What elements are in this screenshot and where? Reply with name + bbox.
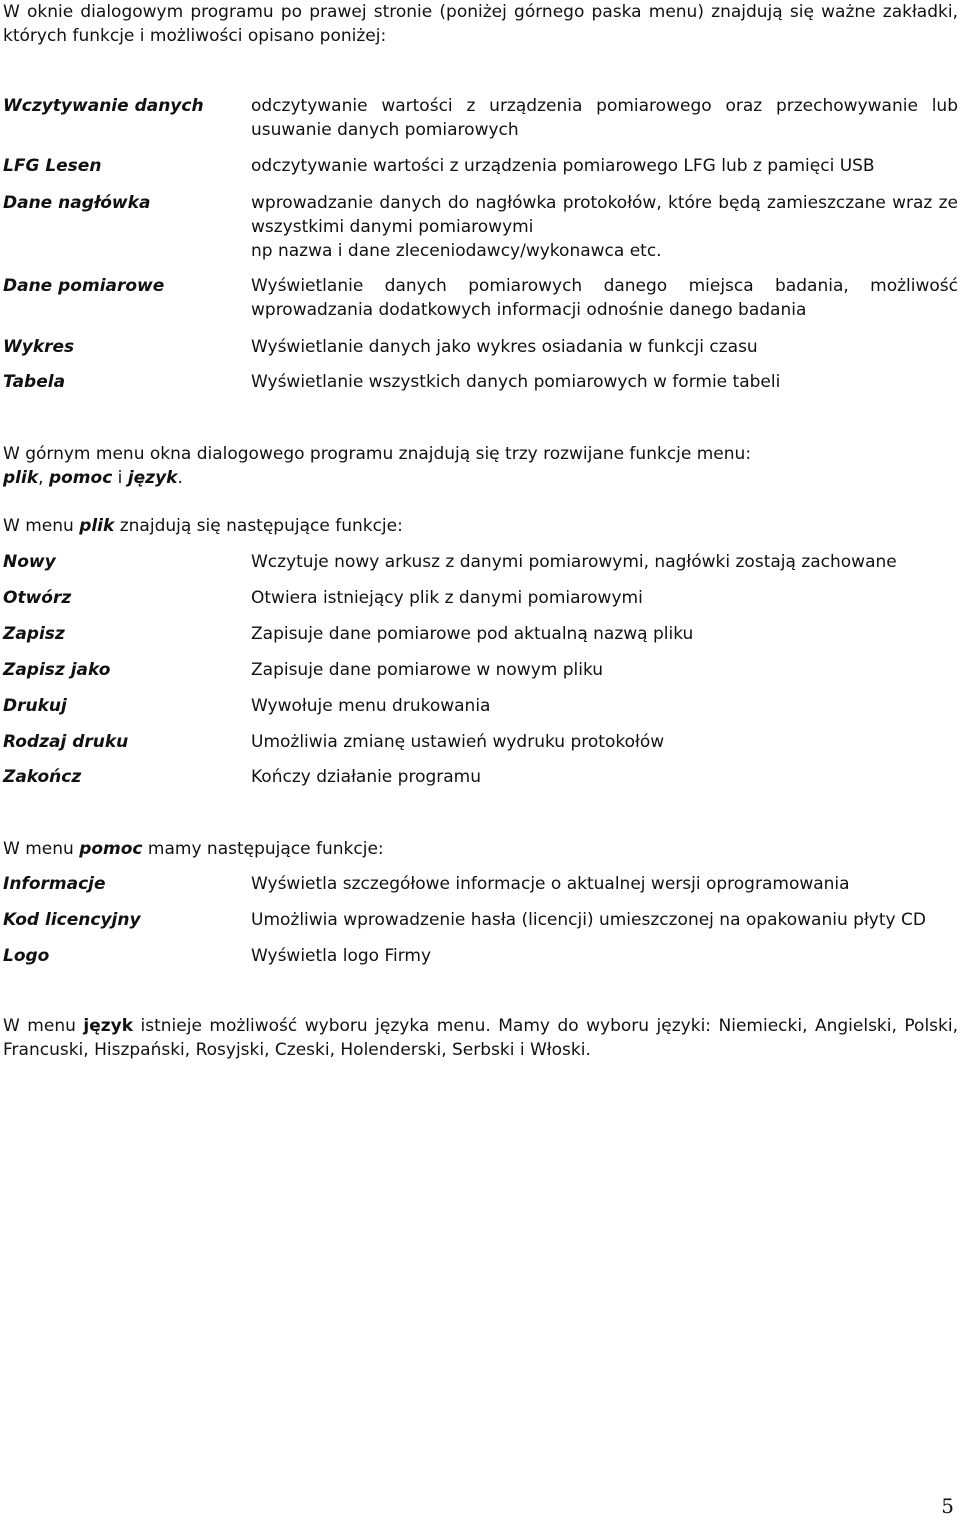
plik-function-term: Zakończ bbox=[3, 767, 82, 787]
tab-description: wprowadzanie danych do nagłówka protokołów, które będą zamieszczane wraz ze wszystkimi danymi pomiarowymi bbox=[251, 193, 958, 237]
pomoc-heading bbox=[3, 837, 958, 861]
pomoc-function-desc: Wyświetla logo Firmy bbox=[251, 946, 432, 966]
plik-function-term: Nowy bbox=[3, 552, 56, 572]
menu-intro-and: i bbox=[112, 468, 128, 488]
jezyk-name: język bbox=[83, 1016, 134, 1036]
tab-term: Dane nagłówka bbox=[3, 193, 151, 213]
plik-function-row bbox=[3, 622, 958, 646]
pomoc-function-desc: Umożliwia wprowadzenie hasła (licencji) umieszczonej na opakowaniu płyty CD bbox=[251, 910, 926, 930]
plik-function-row bbox=[3, 694, 958, 718]
plik-function-term: Otwórz bbox=[3, 588, 72, 608]
tab-term: Tabela bbox=[3, 372, 66, 392]
tab-row bbox=[3, 191, 958, 263]
plik-function-row bbox=[3, 586, 958, 610]
tab-row bbox=[3, 370, 958, 394]
plik-function-term: Drukuj bbox=[3, 696, 67, 716]
plik-heading bbox=[3, 514, 958, 538]
tab-description-group bbox=[251, 191, 958, 263]
pomoc-function-row bbox=[3, 872, 958, 896]
tab-description-example: np nazwa i dane zleceniodawcy/wykonawca etc. bbox=[251, 241, 662, 261]
pomoc-function-desc: Wyświetla szczegółowe informacje o aktualnej wersji oprogramowania bbox=[251, 874, 850, 894]
pomoc-heading-before: W menu bbox=[3, 839, 80, 859]
pomoc-function-row bbox=[3, 944, 958, 968]
tab-description: odczytywanie wartości z urządzenia pomiarowego oraz przechowywanie lub usuwanie danych pomiarowych bbox=[251, 96, 958, 140]
plik-function-desc: Wywołuje menu drukowania bbox=[251, 696, 491, 716]
menu-intro-text: W górnym menu okna dialogowego programu znajdują się trzy rozwijane funkcje menu: bbox=[3, 444, 752, 464]
pomoc-function-row bbox=[3, 908, 958, 932]
intro-paragraph: W oknie dialogowym programu po prawej stronie (poniżej górnego paska menu) znajdują się ważne zakładki, których funkcje i możliwości opisano poniżej: bbox=[3, 2, 958, 46]
plik-function-desc: Otwiera istniejący plik z danymi pomiarowymi bbox=[251, 588, 643, 608]
plik-function-row bbox=[3, 765, 958, 789]
tab-row bbox=[3, 335, 958, 359]
plik-function-term: Zapisz bbox=[3, 624, 65, 644]
menu-name-plik: plik bbox=[3, 468, 39, 488]
pomoc-function-term: Kod licencyjny bbox=[3, 910, 141, 930]
jezyk-paragraph bbox=[3, 1014, 958, 1062]
plik-function-row bbox=[3, 550, 958, 574]
tab-description: odczytywanie wartości z urządzenia pomiarowego LFG lub z pamięci USB bbox=[251, 156, 875, 176]
pomoc-function-term: Logo bbox=[3, 946, 50, 966]
tab-row bbox=[3, 154, 958, 178]
jezyk-before: W menu bbox=[3, 1016, 84, 1036]
page-number: 5 bbox=[941, 1494, 954, 1518]
menu-name-jezyk: język bbox=[127, 468, 178, 488]
plik-function-term: Zapisz jako bbox=[3, 660, 111, 680]
tab-description: Wyświetlanie wszystkich danych pomiarowych w formie tabeli bbox=[251, 372, 781, 392]
plik-heading-before: W menu bbox=[3, 516, 80, 536]
plik-heading-name: plik bbox=[79, 516, 115, 536]
pomoc-heading-after: mamy następujące funkcje: bbox=[142, 839, 384, 859]
tab-term: LFG Lesen bbox=[3, 156, 102, 176]
tab-row bbox=[3, 94, 958, 142]
pomoc-heading-name: pomoc bbox=[79, 839, 143, 859]
menu-intro-period: . bbox=[177, 468, 183, 488]
menu-intro-paragraph bbox=[3, 442, 958, 490]
menu-intro-comma: , bbox=[38, 468, 49, 488]
plik-function-desc: Wczytuje nowy arkusz z danymi pomiarowymi, nagłówki zostają zachowane bbox=[251, 552, 897, 572]
plik-function-desc: Umożliwia zmianę ustawień wydruku protokołów bbox=[251, 732, 665, 752]
tab-row bbox=[3, 274, 958, 322]
jezyk-after: istnieje możliwość wyboru języka menu. Mamy do wyboru języki: Niemiecki, Angielski, Polski, Francuski, Hiszpański, Rosyjski, Czeski, Holenderski, Serbski i Włoski. bbox=[3, 1016, 958, 1060]
plik-function-desc: Zapisuje dane pomiarowe w nowym pliku bbox=[251, 660, 604, 680]
plik-function-row bbox=[3, 730, 958, 754]
menu-name-pomoc: pomoc bbox=[48, 468, 113, 488]
plik-heading-after: znajdują się następujące funkcje: bbox=[114, 516, 403, 536]
pomoc-function-term: Informacje bbox=[3, 874, 106, 894]
tab-term: Wykres bbox=[3, 337, 75, 357]
plik-function-term: Rodzaj druku bbox=[3, 732, 129, 752]
tab-term: Dane pomiarowe bbox=[3, 276, 165, 296]
plik-function-desc: Kończy działanie programu bbox=[251, 767, 482, 787]
plik-function-row bbox=[3, 658, 958, 682]
tab-term: Wczytywanie danych bbox=[3, 96, 204, 116]
tab-description: Wyświetlanie danych jako wykres osiadania w funkcji czasu bbox=[251, 337, 758, 357]
tab-description: Wyświetlanie danych pomiarowych danego miejsca badania, możliwość wprowadzania dodatkowych informacji odnośnie danego badania bbox=[251, 276, 958, 320]
plik-function-desc: Zapisuje dane pomiarowe pod aktualną nazwą pliku bbox=[251, 624, 694, 644]
